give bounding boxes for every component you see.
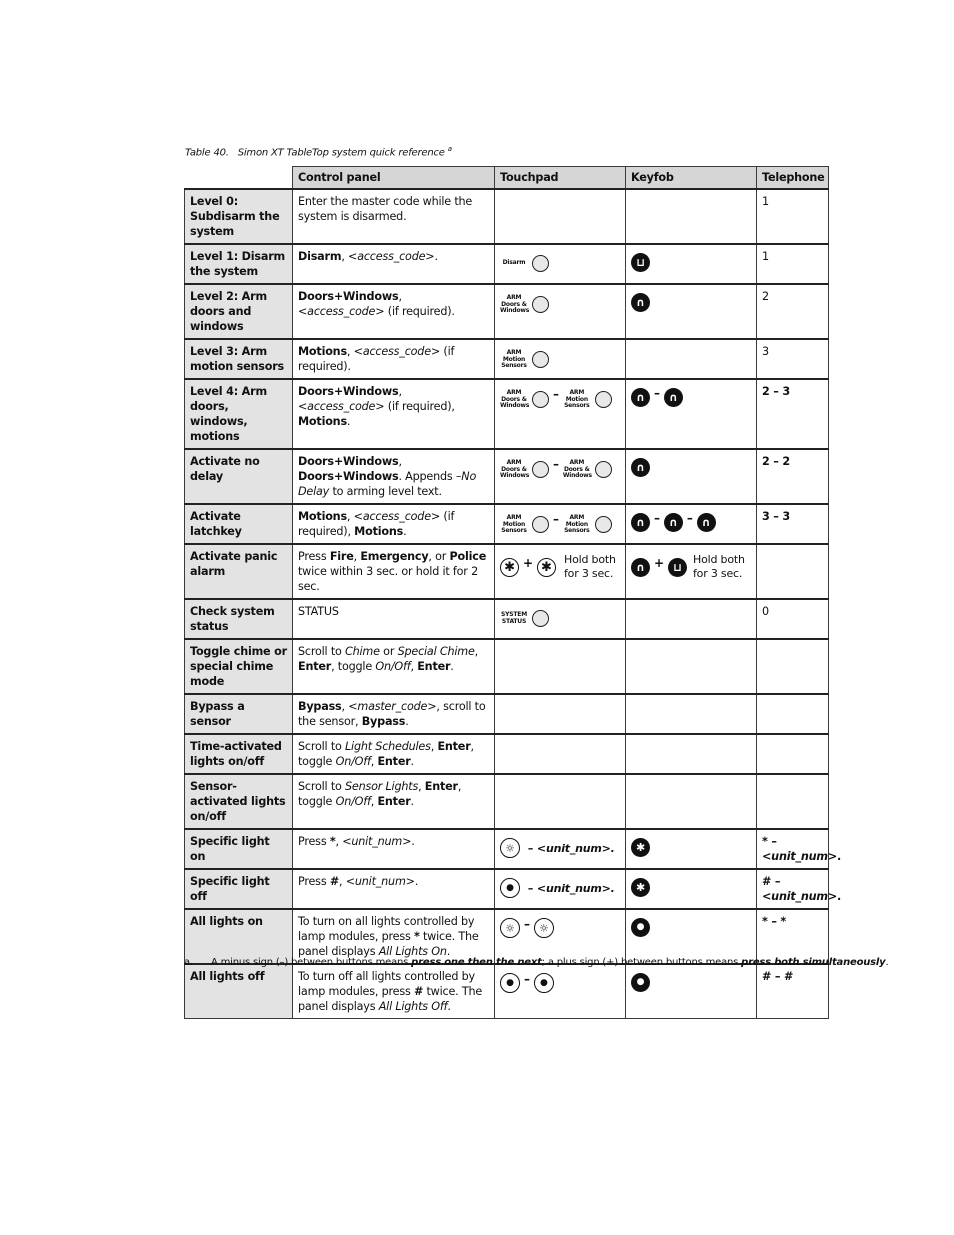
touchpad-button[interactable] [563, 460, 612, 480]
touchpad-cell [495, 774, 626, 829]
touchpad-sequence [500, 253, 620, 272]
table-row [185, 504, 829, 544]
table-row [185, 639, 829, 694]
telephone-cell: 3 – 3 [757, 504, 829, 544]
row-heading: Activate latchkey [185, 504, 293, 544]
keyfob-aux-star-icon[interactable]: ✱ [631, 878, 650, 897]
table-row [185, 774, 829, 829]
touchpad-sequence [500, 513, 620, 535]
keyfob-cell [626, 544, 757, 599]
telephone-cell: # – <unit_num>. [757, 869, 829, 909]
keyfob-cell [626, 189, 757, 244]
row-heading: Check system status [185, 599, 293, 639]
touchpad-circle-icon [532, 255, 549, 272]
table-row [185, 829, 829, 869]
touchpad-button-label: SYSTEM STATUS [501, 611, 527, 625]
touchpad-button-label: ARM Doors & Windows [562, 459, 592, 479]
keyfob-cell [626, 339, 757, 379]
touchpad-cell [495, 964, 626, 1019]
touchpad-sequence [500, 388, 620, 410]
control-panel-cell: Bypass, <master_code>, scroll to the sensor, Bypass. [293, 694, 495, 734]
keyfob-sequence [631, 388, 751, 407]
keyfob-sequence [631, 553, 751, 581]
touchpad-button[interactable] [500, 460, 549, 480]
keyfob-cell [626, 284, 757, 339]
footnote-text-3: . [885, 957, 889, 968]
touchpad-cell [495, 244, 626, 284]
table-row [185, 284, 829, 339]
keyfob-cell [626, 599, 757, 639]
touchpad-cell [495, 694, 626, 734]
light-off-bulb-icon[interactable]: ● [534, 973, 554, 993]
header-telephone: Telephone [757, 167, 829, 190]
row-heading: Toggle chime or special chime mode [185, 639, 293, 694]
touchpad-sequence [500, 878, 620, 898]
keyfob-cell [626, 964, 757, 1019]
row-heading: All lights on [185, 909, 293, 964]
control-panel-cell: Press *, <unit_num>. [293, 829, 495, 869]
touchpad-circle-icon [532, 610, 549, 627]
touchpad-button-label: ARM Motion Sensors [564, 514, 590, 534]
keyfob-lock-icon[interactable]: ∩ [631, 558, 650, 577]
control-panel-cell: Disarm, <access_code>. [293, 244, 495, 284]
telephone-cell: 2 – 3 [757, 379, 829, 449]
telephone-cell [757, 639, 829, 694]
touchpad-button[interactable] [563, 390, 612, 410]
keyfob-cell [626, 869, 757, 909]
touchpad-circle-icon [532, 391, 549, 408]
touchpad-circle-icon [595, 391, 612, 408]
row-heading: Level 4: Arm doors, windows, motions [185, 379, 293, 449]
footnote-text-2: ; a plus sign (+) between buttons means [541, 957, 742, 968]
keyfob-unlock-icon[interactable]: ⊔ [631, 253, 650, 272]
sequence-operator: – [553, 457, 559, 472]
sequence-operator: – [553, 512, 559, 527]
sequence-operator: + [654, 555, 664, 570]
keyfob-lock-icon[interactable]: ∩ [631, 293, 650, 312]
row-heading: Activate panic alarm [185, 544, 293, 599]
touchpad-circle-icon [532, 516, 549, 533]
keyfob-lock-icon[interactable]: ∩ [631, 513, 650, 532]
control-panel-cell: Doors+Windows, <access_code> (if required). [293, 284, 495, 339]
header-keyfob: Keyfob [626, 167, 757, 190]
touchpad-cell [495, 599, 626, 639]
table-row [185, 734, 829, 774]
table-row [185, 964, 829, 1019]
touchpad-sequence [500, 973, 620, 993]
keyfob-cell [626, 774, 757, 829]
keyfob-sequence [631, 293, 751, 312]
keyfob-lock-icon[interactable]: ∩ [664, 388, 683, 407]
keyfob-sequence [631, 253, 751, 272]
touchpad-circle-icon [532, 351, 549, 368]
touchpad-cell [495, 339, 626, 379]
touchpad-circle-icon [532, 461, 549, 478]
quick-reference-table [184, 166, 842, 1019]
light-off-bulb-icon[interactable]: ● [500, 973, 520, 993]
sequence-operator: + [523, 555, 533, 570]
row-heading: Specific light off [185, 869, 293, 909]
table-row [185, 449, 829, 504]
control-panel-cell: Doors+Windows, Doors+Windows. Appends –No Delay to arming level text. [293, 449, 495, 504]
table-header-row [185, 167, 829, 190]
keyfob-sequence [631, 973, 751, 992]
touchpad-button[interactable] [563, 515, 612, 535]
telephone-cell [757, 694, 829, 734]
light-on-bulb-icon[interactable]: ☼ [534, 918, 554, 938]
telephone-cell: 3 [757, 339, 829, 379]
keyfob-cell [626, 639, 757, 694]
footnote-bold-1: press one then the next [411, 957, 542, 968]
keyfob-cell [626, 909, 757, 964]
touchpad-sequence [500, 293, 620, 315]
telephone-cell [757, 734, 829, 774]
row-heading: Specific light on [185, 829, 293, 869]
touchpad-circle-icon [532, 296, 549, 313]
touchpad-button[interactable] [500, 515, 549, 535]
touchpad-cell [495, 544, 626, 599]
keyfob-lock-icon[interactable]: ∩ [664, 513, 683, 532]
keyfob-light-bulb-icon[interactable]: ● [631, 973, 650, 992]
keyfob-cell [626, 449, 757, 504]
keyfob-sequence [631, 838, 751, 857]
touchpad-button-label: ARM Doors & Windows [500, 389, 530, 409]
keyfob-cell [626, 244, 757, 284]
row-heading: Level 2: Arm doors and windows [185, 284, 293, 339]
row-heading: Bypass a sensor [185, 694, 293, 734]
keyfob-sequence [631, 878, 751, 897]
telephone-cell: 1 [757, 244, 829, 284]
touchpad-button[interactable] [500, 295, 549, 315]
keyfob-cell [626, 734, 757, 774]
touchpad-cell [495, 639, 626, 694]
control-panel-cell: Motions, <access_code> (if required). [293, 339, 495, 379]
telephone-cell: * – * [757, 909, 829, 964]
sequence-operator: – [524, 916, 530, 931]
table-row [185, 544, 829, 599]
touchpad-cell [495, 829, 626, 869]
touchpad-button[interactable] [500, 255, 549, 272]
keyfob-cell [626, 829, 757, 869]
touchpad-button-label: ARM Doors & Windows [500, 459, 530, 479]
control-panel-cell: To turn on all lights controlled by lamp modules, press * twice. The panel displays All Lights On. [293, 909, 495, 964]
touchpad-cell [495, 504, 626, 544]
control-panel-cell: Scroll to Sensor Lights, Enter, toggle On/Off, Enter. [293, 774, 495, 829]
control-panel-cell: Scroll to Chime or Special Chime, Enter, toggle On/Off, Enter. [293, 639, 495, 694]
keyfob-sequence [631, 918, 751, 937]
row-heading: Activate no delay [185, 449, 293, 504]
header-blank [185, 167, 293, 190]
control-panel-cell: To turn off all lights controlled by lamp modules, press # twice. The panel displays All Lights Off. [293, 964, 495, 1019]
touchpad-cell [495, 449, 626, 504]
sequence-operator: – [654, 511, 660, 525]
touchpad-circle-icon [595, 461, 612, 478]
touchpad-circle-icon [595, 516, 612, 533]
footnote-marker: a. [184, 957, 193, 968]
caption-footnote-marker: a [447, 145, 452, 153]
control-panel-cell: Enter the master code while the system is disarmed. [293, 189, 495, 244]
touchpad-button-label: ARM Doors & Windows [500, 294, 530, 314]
hold-instruction: Hold both for 3 sec. [693, 553, 745, 580]
footnote-bold-2: press both simultaneously [741, 957, 886, 968]
touchpad-button-label: ARM Motion Sensors [501, 349, 527, 369]
touchpad-button-label: ARM Motion Sensors [564, 389, 590, 409]
row-heading: All lights off [185, 964, 293, 1019]
telephone-cell [757, 774, 829, 829]
hold-instruction: Hold both for 3 sec. [564, 553, 616, 580]
touchpad-sequence [500, 458, 620, 480]
keyfob-sequence [631, 458, 751, 477]
touchpad-cell [495, 284, 626, 339]
unit-number-text: – <unit_num>. [528, 881, 615, 895]
telephone-cell: 0 [757, 599, 829, 639]
table-row [185, 244, 829, 284]
telephone-cell: # – # [757, 964, 829, 1019]
row-heading: Time-activated lights on/off [185, 734, 293, 774]
table-row [185, 379, 829, 449]
touchpad-cell [495, 869, 626, 909]
touchpad-sequence [500, 348, 620, 370]
keyfob-cell [626, 379, 757, 449]
sequence-operator: – [553, 387, 559, 402]
keyfob-cell [626, 694, 757, 734]
touchpad-sequence [500, 918, 620, 938]
row-heading: Level 1: Disarm the system [185, 244, 293, 284]
light-on-bulb-icon[interactable]: ☼ [500, 838, 520, 858]
touchpad-button[interactable] [500, 610, 549, 627]
keyfob-unlock-icon[interactable]: ⊔ [668, 558, 687, 577]
footnote [184, 957, 888, 968]
telephone-cell: 2 [757, 284, 829, 339]
touchpad-sequence [500, 838, 620, 858]
header-control-panel: Control panel [293, 167, 495, 190]
row-heading: Level 3: Arm motion sensors [185, 339, 293, 379]
touchpad-sequence [500, 608, 620, 627]
header-touchpad: Touchpad [495, 167, 626, 190]
control-panel-cell: Scroll to Light Schedules, Enter, toggle On/Off, Enter. [293, 734, 495, 774]
control-panel-cell: Doors+Windows, <access_code> (if required), Motions. [293, 379, 495, 449]
touchpad-cell [495, 189, 626, 244]
touchpad-cell [495, 734, 626, 774]
caption-title: Simon XT TableTop system quick reference [237, 147, 445, 159]
panic-star-button-icon[interactable]: ✱ [537, 558, 556, 577]
telephone-cell: * – <unit_num>. [757, 829, 829, 869]
table-row [185, 339, 829, 379]
footnote-text-1: A minus sign (–) between buttons means [210, 957, 412, 968]
caption-label: Table 40. [185, 147, 229, 159]
sequence-operator: – [686, 511, 693, 525]
control-panel-cell: Press #, <unit_num>. [293, 869, 495, 909]
keyfob-light-bulb-icon[interactable]: ● [631, 918, 650, 937]
control-panel-cell: Press Fire, Emergency, or Police twice within 3 sec. or hold it for 2 sec. [293, 544, 495, 599]
touchpad-button[interactable] [500, 350, 549, 370]
telephone-cell [757, 544, 829, 599]
row-heading: Sensor-activated lights on/off [185, 774, 293, 829]
light-off-bulb-icon[interactable]: ● [500, 878, 520, 898]
row-heading: Level 0: Subdisarm the system [185, 189, 293, 244]
table-caption [185, 145, 452, 158]
keyfob-cell [626, 504, 757, 544]
touchpad-button[interactable] [500, 390, 549, 410]
panic-star-button-icon[interactable]: ✱ [500, 558, 519, 577]
control-panel-cell: Motions, <access_code> (if required), Motions. [293, 504, 495, 544]
keyfob-sequence [631, 513, 751, 532]
touchpad-cell [495, 909, 626, 964]
table-row [185, 909, 829, 964]
control-panel-cell: STATUS [293, 599, 495, 639]
table-row [185, 599, 829, 639]
touchpad-button-label: ARM Motion Sensors [501, 514, 527, 534]
table-row [185, 189, 829, 244]
keyfob-aux-star-icon[interactable]: ✱ [631, 838, 650, 857]
light-on-bulb-icon[interactable]: ☼ [500, 918, 520, 938]
keyfob-lock-icon[interactable]: ∩ [631, 388, 650, 407]
telephone-cell: 1 [757, 189, 829, 244]
touchpad-button-label: Disarm [502, 259, 526, 267]
sequence-operator: – [524, 971, 530, 986]
table-row [185, 869, 829, 909]
keyfob-lock-icon[interactable]: ∩ [697, 513, 716, 532]
table-row [185, 694, 829, 734]
sequence-operator: – [654, 386, 660, 400]
telephone-cell: 2 – 2 [757, 449, 829, 504]
touchpad-cell [495, 379, 626, 449]
touchpad-sequence [500, 553, 620, 581]
unit-number-text: – <unit_num>. [528, 841, 615, 855]
keyfob-lock-icon[interactable]: ∩ [631, 458, 650, 477]
